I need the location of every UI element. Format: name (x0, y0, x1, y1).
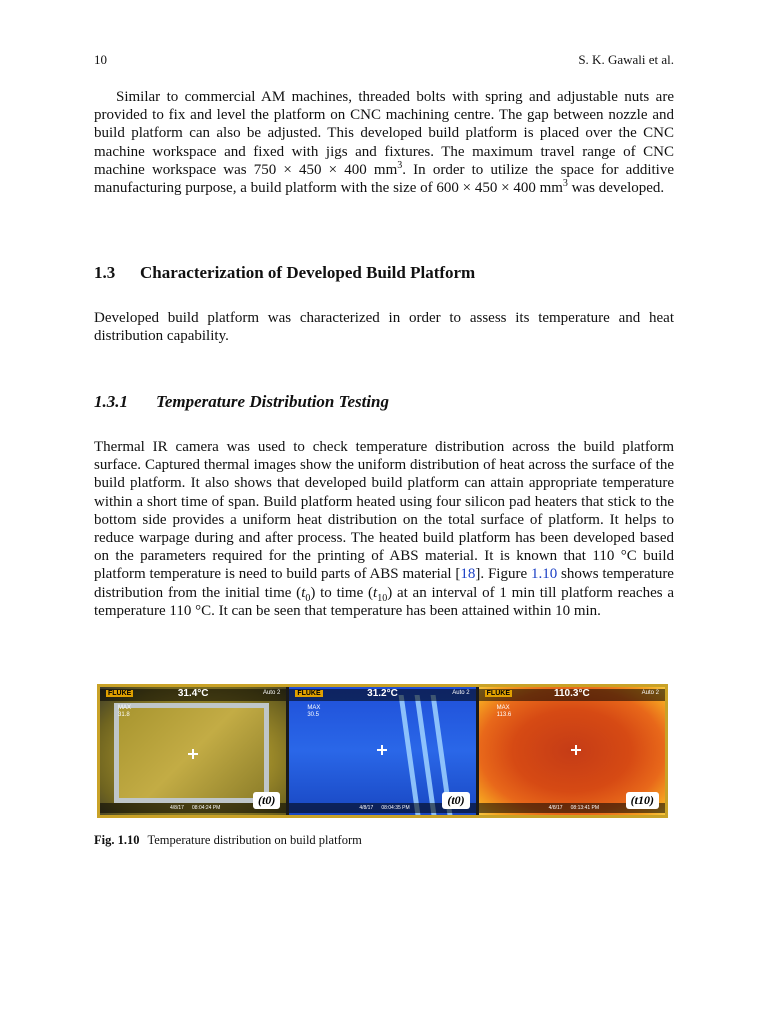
capture-date: 4/8/17 (170, 805, 184, 811)
temperature-readout: 31.4°C (177, 688, 209, 699)
capture-time: 08:13:41 PM (570, 805, 600, 811)
figure-link[interactable]: 1.10 (530, 566, 558, 583)
paragraph-2: Developed build platform was characterized in order to assess its temperature and heat distribution capability. (94, 310, 674, 345)
running-head (94, 52, 674, 68)
brand-logo: FLUKE (108, 690, 132, 697)
thermal-figure (97, 684, 668, 818)
capture-date: 4/8/17 (359, 805, 374, 811)
brand-logo: FLUKE (486, 690, 510, 697)
crosshair-icon (377, 745, 387, 755)
time-label: (t0) (442, 792, 469, 809)
subsection-heading: 1.3.1 Temperature Distribution Testing (94, 392, 390, 411)
section-heading: 1.3 Characterization of Developed Build Platform (94, 263, 476, 282)
mode-label: Auto 2 (641, 690, 659, 696)
crosshair-icon (188, 749, 198, 759)
citation-link[interactable]: 18 (460, 566, 476, 583)
crosshair-icon (571, 745, 581, 755)
max-readout: MAX 30.5 (307, 705, 321, 718)
figure-caption: Fig. 1.10 Temperature distribution on build platform (94, 833, 362, 847)
thermal-image-t0-visible (100, 687, 286, 815)
capture-date: 4/8/17 (548, 805, 563, 811)
time-label: (t0) (253, 792, 280, 809)
time-label: (t10) (626, 792, 659, 809)
paragraph-1: Similar to commercial AM machines, threaded bolts with spring and adjustable nuts are provided to fix and level the platform on CNC machining centre. The gap between nozzle and build platform can also be adjusted. This developed build platform is placed over the CNC machine workspace and fixed with jigs and fixtures. The maximum travel range of CNC machine workspace was 750 × 450 × 400 $mm^3$. In order to utilize the space for additive manufacturing purpose, a build platform with the size of 600 × 450 × 400 $mm^3$ was developed. (94, 89, 674, 197)
capture-time: 08:04:24 PM (192, 805, 221, 811)
capture-time: 08:04:35 PM (381, 805, 410, 811)
authors: S. K. Gawali et al. (578, 52, 674, 67)
mode-label: Auto 2 (452, 690, 470, 696)
page-number: 10 (94, 52, 107, 67)
temperature-readout: 31.2°C (367, 688, 398, 699)
paragraph-3: Thermal IR camera was used to check temperature distribution across the build platform surface. Captured thermal images show the uniform distribution of heat across the surface of the build platform. It also shows that developed build platform can attain appropriate temperature within a short time of span. Build platform heated using four silicon pad heaters that stick to the bottom side provides a uniform heat distribution on the total surface of platform. It helps to reduce warpage during and after process. The heated build platform has been developed based on the parameters required for the printing of ABS material. It is known that 110 °C build platform temperature is need to build parts of ABS material [18]. Figure 1.10 shows temperature distribution from the initial time $(t_0)$ to time $(t_{10})$ at an interval of 1 min till platform reaches a temperature 110 °C. It can be seen that temperature has been attained within 10 min. (94, 439, 675, 619)
thermal-image-t10-ir (479, 687, 665, 815)
max-readout: MAX 113.6 (496, 705, 512, 718)
temperature-readout: 110.3°C (553, 688, 590, 699)
mode-label: Auto 2 (262, 690, 281, 696)
brand-logo: FLUKE (297, 690, 321, 697)
max-readout: MAX 31.8 (118, 705, 132, 718)
thermal-image-t0-ir (289, 687, 475, 815)
